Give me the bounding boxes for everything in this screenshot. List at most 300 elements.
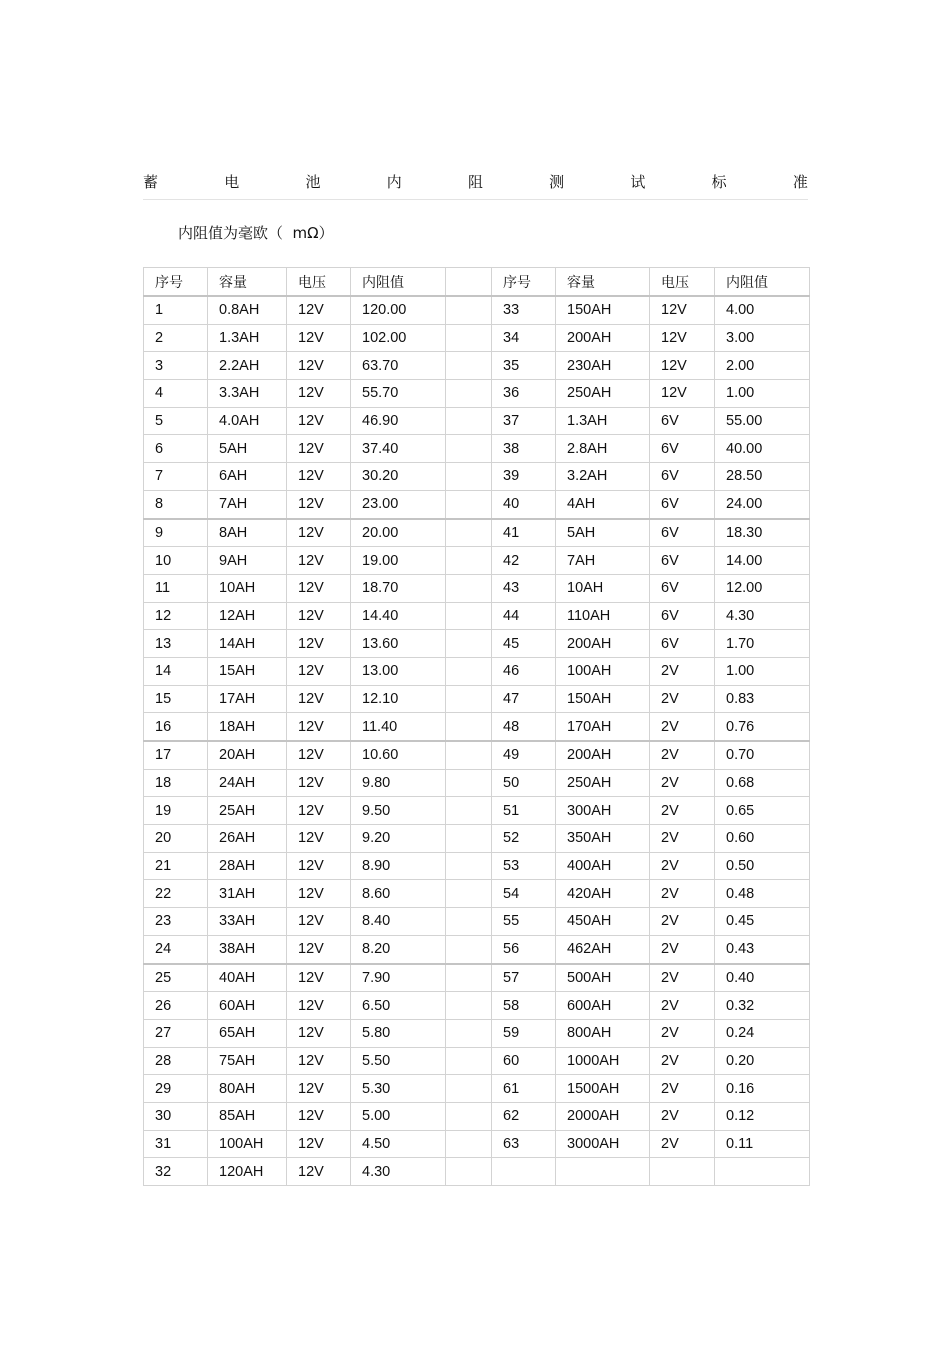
table-row <box>144 852 810 880</box>
cell-resistance-right: 0.16 <box>715 1075 810 1103</box>
cell-no-right: 43 <box>492 574 556 602</box>
cell-voltage-right: 2V <box>650 992 715 1020</box>
title-divider <box>143 199 808 200</box>
table-row <box>144 574 810 602</box>
cell-spacer <box>446 769 492 797</box>
cell-voltage-right: 2V <box>650 1075 715 1103</box>
cell-resistance-right: 0.60 <box>715 825 810 853</box>
cell-resistance-right: 4.30 <box>715 602 810 630</box>
table-row <box>144 435 810 463</box>
cell-spacer <box>446 1047 492 1075</box>
cell-spacer <box>446 1130 492 1158</box>
cell-no: 22 <box>144 880 208 908</box>
table-row <box>144 380 810 408</box>
cell-voltage-right: 12V <box>650 324 715 352</box>
header-voltage-right: 电压 <box>650 268 715 297</box>
table-row <box>144 463 810 491</box>
cell-capacity: 75AH <box>208 1047 287 1075</box>
cell-resistance-right: 18.30 <box>715 519 810 547</box>
cell-capacity-right: 4AH <box>556 490 650 518</box>
cell-resistance: 8.40 <box>351 908 446 936</box>
cell-voltage-right: 2V <box>650 797 715 825</box>
cell-voltage: 12V <box>287 574 351 602</box>
cell-voltage: 12V <box>287 296 351 324</box>
cell-voltage-right <box>650 1158 715 1186</box>
cell-no: 32 <box>144 1158 208 1186</box>
cell-resistance: 102.00 <box>351 324 446 352</box>
cell-resistance: 30.20 <box>351 463 446 491</box>
cell-capacity: 9AH <box>208 547 287 575</box>
cell-no-right: 60 <box>492 1047 556 1075</box>
cell-spacer <box>446 630 492 658</box>
title-char: 试 <box>630 172 646 191</box>
cell-voltage-right: 6V <box>650 407 715 435</box>
cell-resistance: 10.60 <box>351 741 446 769</box>
cell-no: 17 <box>144 741 208 769</box>
cell-resistance-right: 55.00 <box>715 407 810 435</box>
cell-no-right: 55 <box>492 908 556 936</box>
cell-resistance-right: 0.68 <box>715 769 810 797</box>
cell-no-right: 39 <box>492 463 556 491</box>
cell-resistance: 9.20 <box>351 825 446 853</box>
cell-capacity: 25AH <box>208 797 287 825</box>
cell-resistance: 5.00 <box>351 1102 446 1130</box>
cell-resistance-right: 3.00 <box>715 324 810 352</box>
cell-voltage: 12V <box>287 1158 351 1186</box>
cell-resistance-right: 0.40 <box>715 964 810 992</box>
cell-voltage: 12V <box>287 852 351 880</box>
table-row <box>144 657 810 685</box>
title-char: 测 <box>549 172 565 191</box>
cell-voltage-right: 6V <box>650 574 715 602</box>
cell-no: 26 <box>144 992 208 1020</box>
cell-voltage: 12V <box>287 463 351 491</box>
cell-spacer <box>446 880 492 908</box>
cell-no-right: 56 <box>492 935 556 963</box>
table-row <box>144 685 810 713</box>
cell-voltage: 12V <box>287 825 351 853</box>
cell-resistance: 13.60 <box>351 630 446 658</box>
cell-no-right: 49 <box>492 741 556 769</box>
cell-capacity-right: 110AH <box>556 602 650 630</box>
cell-capacity: 7AH <box>208 490 287 518</box>
cell-spacer <box>446 324 492 352</box>
cell-voltage: 12V <box>287 380 351 408</box>
cell-voltage-right: 2V <box>650 852 715 880</box>
cell-spacer <box>446 1102 492 1130</box>
cell-resistance: 5.80 <box>351 1019 446 1047</box>
cell-no: 25 <box>144 964 208 992</box>
cell-no: 9 <box>144 519 208 547</box>
cell-resistance-right: 0.83 <box>715 685 810 713</box>
table-row <box>144 908 810 936</box>
cell-capacity-right: 300AH <box>556 797 650 825</box>
cell-no: 10 <box>144 547 208 575</box>
cell-capacity-right: 100AH <box>556 657 650 685</box>
cell-resistance: 9.50 <box>351 797 446 825</box>
cell-no-right: 41 <box>492 519 556 547</box>
cell-no: 5 <box>144 407 208 435</box>
cell-capacity: 2.2AH <box>208 352 287 380</box>
table-row <box>144 1019 810 1047</box>
cell-no-right: 46 <box>492 657 556 685</box>
cell-capacity: 12AH <box>208 602 287 630</box>
cell-voltage: 12V <box>287 547 351 575</box>
table-row <box>144 1130 810 1158</box>
cell-resistance: 9.80 <box>351 769 446 797</box>
cell-capacity: 3.3AH <box>208 380 287 408</box>
cell-resistance-right: 0.70 <box>715 741 810 769</box>
cell-resistance-right: 0.12 <box>715 1102 810 1130</box>
table-row <box>144 992 810 1020</box>
cell-resistance: 46.90 <box>351 407 446 435</box>
cell-no-right: 50 <box>492 769 556 797</box>
cell-capacity: 24AH <box>208 769 287 797</box>
cell-no-right: 40 <box>492 490 556 518</box>
cell-voltage: 12V <box>287 908 351 936</box>
cell-no: 13 <box>144 630 208 658</box>
cell-capacity: 0.8AH <box>208 296 287 324</box>
cell-capacity: 1.3AH <box>208 324 287 352</box>
cell-no-right <box>492 1158 556 1186</box>
cell-spacer <box>446 435 492 463</box>
cell-voltage-right: 2V <box>650 825 715 853</box>
cell-capacity-right: 1000AH <box>556 1047 650 1075</box>
cell-voltage-right: 6V <box>650 602 715 630</box>
cell-resistance-right: 1.00 <box>715 380 810 408</box>
cell-capacity-right: 150AH <box>556 685 650 713</box>
cell-no-right: 44 <box>492 602 556 630</box>
cell-capacity: 40AH <box>208 964 287 992</box>
cell-capacity-right: 250AH <box>556 769 650 797</box>
cell-capacity: 31AH <box>208 880 287 908</box>
title-char: 电 <box>224 172 240 191</box>
cell-no: 1 <box>144 296 208 324</box>
cell-spacer <box>446 1075 492 1103</box>
cell-voltage-right: 6V <box>650 519 715 547</box>
cell-voltage: 12V <box>287 324 351 352</box>
cell-no: 4 <box>144 380 208 408</box>
cell-voltage: 12V <box>287 935 351 963</box>
cell-resistance: 55.70 <box>351 380 446 408</box>
cell-capacity-right: 200AH <box>556 630 650 658</box>
table-row <box>144 797 810 825</box>
cell-no: 24 <box>144 935 208 963</box>
table-row <box>144 1047 810 1075</box>
cell-voltage-right: 2V <box>650 908 715 936</box>
cell-spacer <box>446 825 492 853</box>
cell-no: 20 <box>144 825 208 853</box>
cell-voltage: 12V <box>287 407 351 435</box>
cell-voltage: 12V <box>287 992 351 1020</box>
cell-spacer <box>446 964 492 992</box>
table-row <box>144 1158 810 1186</box>
cell-capacity: 60AH <box>208 992 287 1020</box>
cell-resistance: 11.40 <box>351 713 446 741</box>
cell-capacity: 17AH <box>208 685 287 713</box>
cell-resistance-right: 1.00 <box>715 657 810 685</box>
cell-resistance-right: 0.65 <box>715 797 810 825</box>
cell-resistance: 120.00 <box>351 296 446 324</box>
cell-no-right: 36 <box>492 380 556 408</box>
cell-spacer <box>446 490 492 518</box>
cell-capacity: 28AH <box>208 852 287 880</box>
cell-resistance: 18.70 <box>351 574 446 602</box>
cell-no-right: 38 <box>492 435 556 463</box>
resistance-table <box>143 267 810 1186</box>
cell-spacer <box>446 463 492 491</box>
table-row <box>144 741 810 769</box>
cell-capacity-right: 3000AH <box>556 1130 650 1158</box>
cell-no: 6 <box>144 435 208 463</box>
cell-spacer <box>446 574 492 602</box>
table-row <box>144 825 810 853</box>
cell-capacity: 20AH <box>208 741 287 769</box>
cell-voltage: 12V <box>287 435 351 463</box>
cell-no: 23 <box>144 908 208 936</box>
cell-spacer <box>446 380 492 408</box>
cell-capacity: 120AH <box>208 1158 287 1186</box>
cell-capacity-right: 3.2AH <box>556 463 650 491</box>
cell-spacer <box>446 296 492 324</box>
cell-no-right: 52 <box>492 825 556 853</box>
cell-resistance: 63.70 <box>351 352 446 380</box>
cell-no-right: 54 <box>492 880 556 908</box>
cell-no: 15 <box>144 685 208 713</box>
cell-capacity: 6AH <box>208 463 287 491</box>
cell-spacer <box>446 992 492 1020</box>
cell-no-right: 48 <box>492 713 556 741</box>
table-row <box>144 1102 810 1130</box>
cell-resistance-right: 0.43 <box>715 935 810 963</box>
cell-capacity-right: 600AH <box>556 992 650 1020</box>
cell-spacer <box>446 519 492 547</box>
cell-spacer <box>446 908 492 936</box>
cell-no-right: 62 <box>492 1102 556 1130</box>
cell-resistance-right: 14.00 <box>715 547 810 575</box>
cell-voltage-right: 6V <box>650 547 715 575</box>
cell-voltage-right: 2V <box>650 1102 715 1130</box>
cell-voltage-right: 12V <box>650 352 715 380</box>
title-char: 内 <box>386 172 402 191</box>
cell-resistance-right: 40.00 <box>715 435 810 463</box>
cell-capacity-right: 450AH <box>556 908 650 936</box>
cell-no-right: 51 <box>492 797 556 825</box>
cell-capacity-right: 800AH <box>556 1019 650 1047</box>
cell-no: 28 <box>144 1047 208 1075</box>
table-header-row <box>144 268 810 297</box>
cell-resistance-right: 2.00 <box>715 352 810 380</box>
cell-spacer <box>446 713 492 741</box>
cell-resistance: 8.60 <box>351 880 446 908</box>
cell-capacity-right: 2.8AH <box>556 435 650 463</box>
cell-resistance-right: 0.20 <box>715 1047 810 1075</box>
cell-resistance: 20.00 <box>351 519 446 547</box>
table-row <box>144 769 810 797</box>
cell-voltage-right: 2V <box>650 964 715 992</box>
cell-no-right: 63 <box>492 1130 556 1158</box>
cell-spacer <box>446 602 492 630</box>
cell-resistance-right: 0.11 <box>715 1130 810 1158</box>
cell-resistance: 14.40 <box>351 602 446 630</box>
cell-spacer <box>446 407 492 435</box>
cell-voltage: 12V <box>287 519 351 547</box>
page-title <box>143 168 808 194</box>
cell-capacity: 80AH <box>208 1075 287 1103</box>
cell-no-right: 53 <box>492 852 556 880</box>
cell-no-right: 58 <box>492 992 556 1020</box>
cell-spacer <box>446 1158 492 1186</box>
cell-voltage: 12V <box>287 602 351 630</box>
cell-capacity-right: 10AH <box>556 574 650 602</box>
cell-capacity: 15AH <box>208 657 287 685</box>
cell-capacity: 5AH <box>208 435 287 463</box>
cell-voltage: 12V <box>287 769 351 797</box>
cell-voltage: 12V <box>287 741 351 769</box>
cell-voltage-right: 2V <box>650 657 715 685</box>
cell-resistance: 4.50 <box>351 1130 446 1158</box>
cell-no: 3 <box>144 352 208 380</box>
cell-no-right: 35 <box>492 352 556 380</box>
cell-resistance: 8.20 <box>351 935 446 963</box>
table-row <box>144 935 810 963</box>
header-capacity-right: 容量 <box>556 268 650 297</box>
cell-spacer <box>446 935 492 963</box>
cell-no-right: 42 <box>492 547 556 575</box>
cell-capacity: 8AH <box>208 519 287 547</box>
cell-no: 29 <box>144 1075 208 1103</box>
cell-resistance-right: 28.50 <box>715 463 810 491</box>
table-row <box>144 713 810 741</box>
table-row <box>144 490 810 518</box>
cell-no: 30 <box>144 1102 208 1130</box>
cell-resistance-right: 0.45 <box>715 908 810 936</box>
title-char: 蓄 <box>143 172 159 191</box>
cell-capacity: 10AH <box>208 574 287 602</box>
table-row <box>144 324 810 352</box>
cell-capacity-right: 400AH <box>556 852 650 880</box>
cell-spacer <box>446 657 492 685</box>
cell-resistance: 6.50 <box>351 992 446 1020</box>
cell-resistance: 8.90 <box>351 852 446 880</box>
cell-capacity-right: 250AH <box>556 380 650 408</box>
cell-voltage: 12V <box>287 880 351 908</box>
cell-resistance: 5.50 <box>351 1047 446 1075</box>
cell-voltage: 12V <box>287 490 351 518</box>
cell-no: 18 <box>144 769 208 797</box>
cell-no: 21 <box>144 852 208 880</box>
cell-capacity-right: 2000AH <box>556 1102 650 1130</box>
cell-no-right: 37 <box>492 407 556 435</box>
title-char: 阻 <box>467 172 483 191</box>
cell-resistance-right: 0.76 <box>715 713 810 741</box>
cell-voltage-right: 6V <box>650 463 715 491</box>
header-capacity: 容量 <box>208 268 287 297</box>
cell-capacity-right: 200AH <box>556 324 650 352</box>
cell-spacer <box>446 352 492 380</box>
table-row <box>144 547 810 575</box>
cell-voltage: 12V <box>287 1047 351 1075</box>
cell-capacity-right: 1.3AH <box>556 407 650 435</box>
table-row <box>144 519 810 547</box>
cell-capacity-right: 500AH <box>556 964 650 992</box>
cell-no-right: 59 <box>492 1019 556 1047</box>
cell-resistance: 4.30 <box>351 1158 446 1186</box>
cell-no: 14 <box>144 657 208 685</box>
header-resistance: 内阻值 <box>351 268 446 297</box>
cell-capacity-right: 150AH <box>556 296 650 324</box>
cell-spacer <box>446 1019 492 1047</box>
cell-voltage-right: 12V <box>650 380 715 408</box>
cell-resistance: 19.00 <box>351 547 446 575</box>
cell-spacer <box>446 852 492 880</box>
cell-capacity-right: 200AH <box>556 741 650 769</box>
cell-spacer <box>446 741 492 769</box>
cell-spacer <box>446 685 492 713</box>
cell-resistance: 23.00 <box>351 490 446 518</box>
cell-resistance: 12.10 <box>351 685 446 713</box>
cell-voltage: 12V <box>287 352 351 380</box>
cell-voltage: 12V <box>287 964 351 992</box>
cell-voltage-right: 2V <box>650 880 715 908</box>
title-char: 标 <box>711 172 727 191</box>
cell-resistance: 7.90 <box>351 964 446 992</box>
cell-voltage: 12V <box>287 685 351 713</box>
cell-no-right: 47 <box>492 685 556 713</box>
cell-capacity: 100AH <box>208 1130 287 1158</box>
cell-voltage: 12V <box>287 797 351 825</box>
table-row <box>144 1075 810 1103</box>
cell-capacity: 33AH <box>208 908 287 936</box>
cell-capacity: 4.0AH <box>208 407 287 435</box>
cell-capacity: 26AH <box>208 825 287 853</box>
table-row <box>144 630 810 658</box>
cell-resistance-right: 0.48 <box>715 880 810 908</box>
cell-voltage: 12V <box>287 1102 351 1130</box>
header-spacer <box>446 268 492 297</box>
unit-note: 内阻值为毫欧（ mΩ） <box>178 224 334 242</box>
cell-resistance-right: 12.00 <box>715 574 810 602</box>
cell-voltage-right: 12V <box>650 296 715 324</box>
cell-voltage-right: 6V <box>650 490 715 518</box>
cell-no: 2 <box>144 324 208 352</box>
cell-capacity-right: 350AH <box>556 825 650 853</box>
table-row <box>144 880 810 908</box>
cell-capacity: 38AH <box>208 935 287 963</box>
cell-capacity: 18AH <box>208 713 287 741</box>
cell-no-right: 33 <box>492 296 556 324</box>
cell-resistance: 37.40 <box>351 435 446 463</box>
table-row <box>144 964 810 992</box>
cell-capacity-right: 230AH <box>556 352 650 380</box>
cell-capacity-right <box>556 1158 650 1186</box>
cell-resistance: 5.30 <box>351 1075 446 1103</box>
cell-voltage: 12V <box>287 1130 351 1158</box>
cell-no-right: 61 <box>492 1075 556 1103</box>
header-no-right: 序号 <box>492 268 556 297</box>
cell-capacity: 14AH <box>208 630 287 658</box>
cell-no: 12 <box>144 602 208 630</box>
header-resistance-right: 内阻值 <box>715 268 810 297</box>
header-no: 序号 <box>144 268 208 297</box>
cell-no: 8 <box>144 490 208 518</box>
cell-capacity-right: 462AH <box>556 935 650 963</box>
cell-resistance-right <box>715 1158 810 1186</box>
table-row <box>144 407 810 435</box>
cell-voltage-right: 2V <box>650 741 715 769</box>
title-char: 池 <box>305 172 321 191</box>
cell-no: 27 <box>144 1019 208 1047</box>
